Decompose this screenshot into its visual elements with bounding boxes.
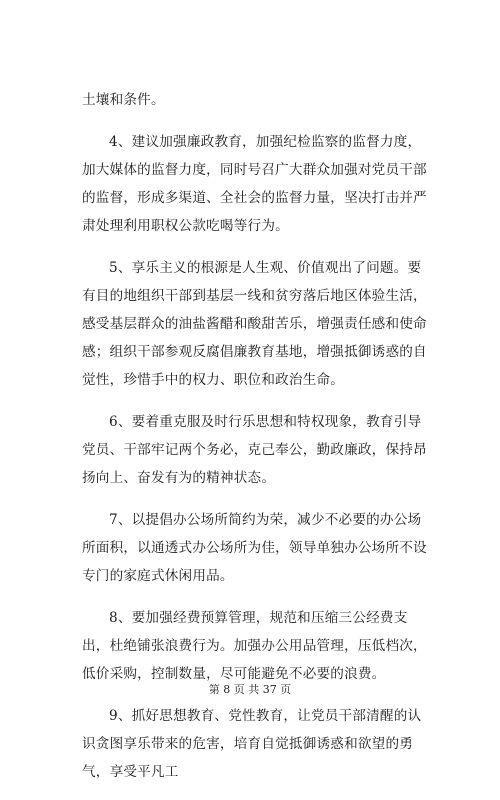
- paragraph-item-4: 4、建议加强廉政教育，加强纪检监察的监督力度，加大媒体的监督力度，同时号召广大群众加强对党员干部的监督，形成多渠道、全社会的监督力量，坚决打击并严肃处理利用职权公款吃喝等行为。: [82, 134, 427, 234]
- paragraph-item-8: 8、要加强经费预算管理，规范和压缩三公经费支出，杜绝铺张浪费行为。加强办公用品管理，压低档次，低价采购，控制数量，尽可能避免不必要的浪费。: [82, 610, 427, 682]
- paragraph-item-6: 6、要着重克服及时行乐思想和特权现象，教育引导党员、干部牢记两个务必，克己奉公，勤政廉政，保持昂扬向上、奋发有为的精神状态。: [82, 414, 427, 486]
- paragraph-item-7: 7、以提倡办公场所简约为荣，减少不必要的办公场所面积，以通透式办公场所为佳，领导单独办公场所不设专门的家庭式休闲用品。: [82, 512, 427, 584]
- page-number-footer: 第 8 页 共 37 页: [208, 683, 292, 696]
- paragraph-item-5: 5、享乐主义的根源是人生观、价值观出了问题。要有目的地组织干部到基层一线和贫穷落后地区体验生活，感受基层群众的油盐酱醋和酸甜苦乐，增强责任感和使命感；组织干部参观反腐倡廉教育基地，增强抵御诱惑的自觉性，珍惜手中的权力、职位和政治生命。: [82, 260, 427, 388]
- paragraph-continuation: 土壤和条件。: [82, 92, 165, 108]
- paragraph-item-9: 9、抓好思想教育、党性教育，让党员干部清醒的认识贪图享乐带来的危害，培育自觉抵御诱惑和欲望的勇气，享受平凡工: [82, 708, 422, 780]
